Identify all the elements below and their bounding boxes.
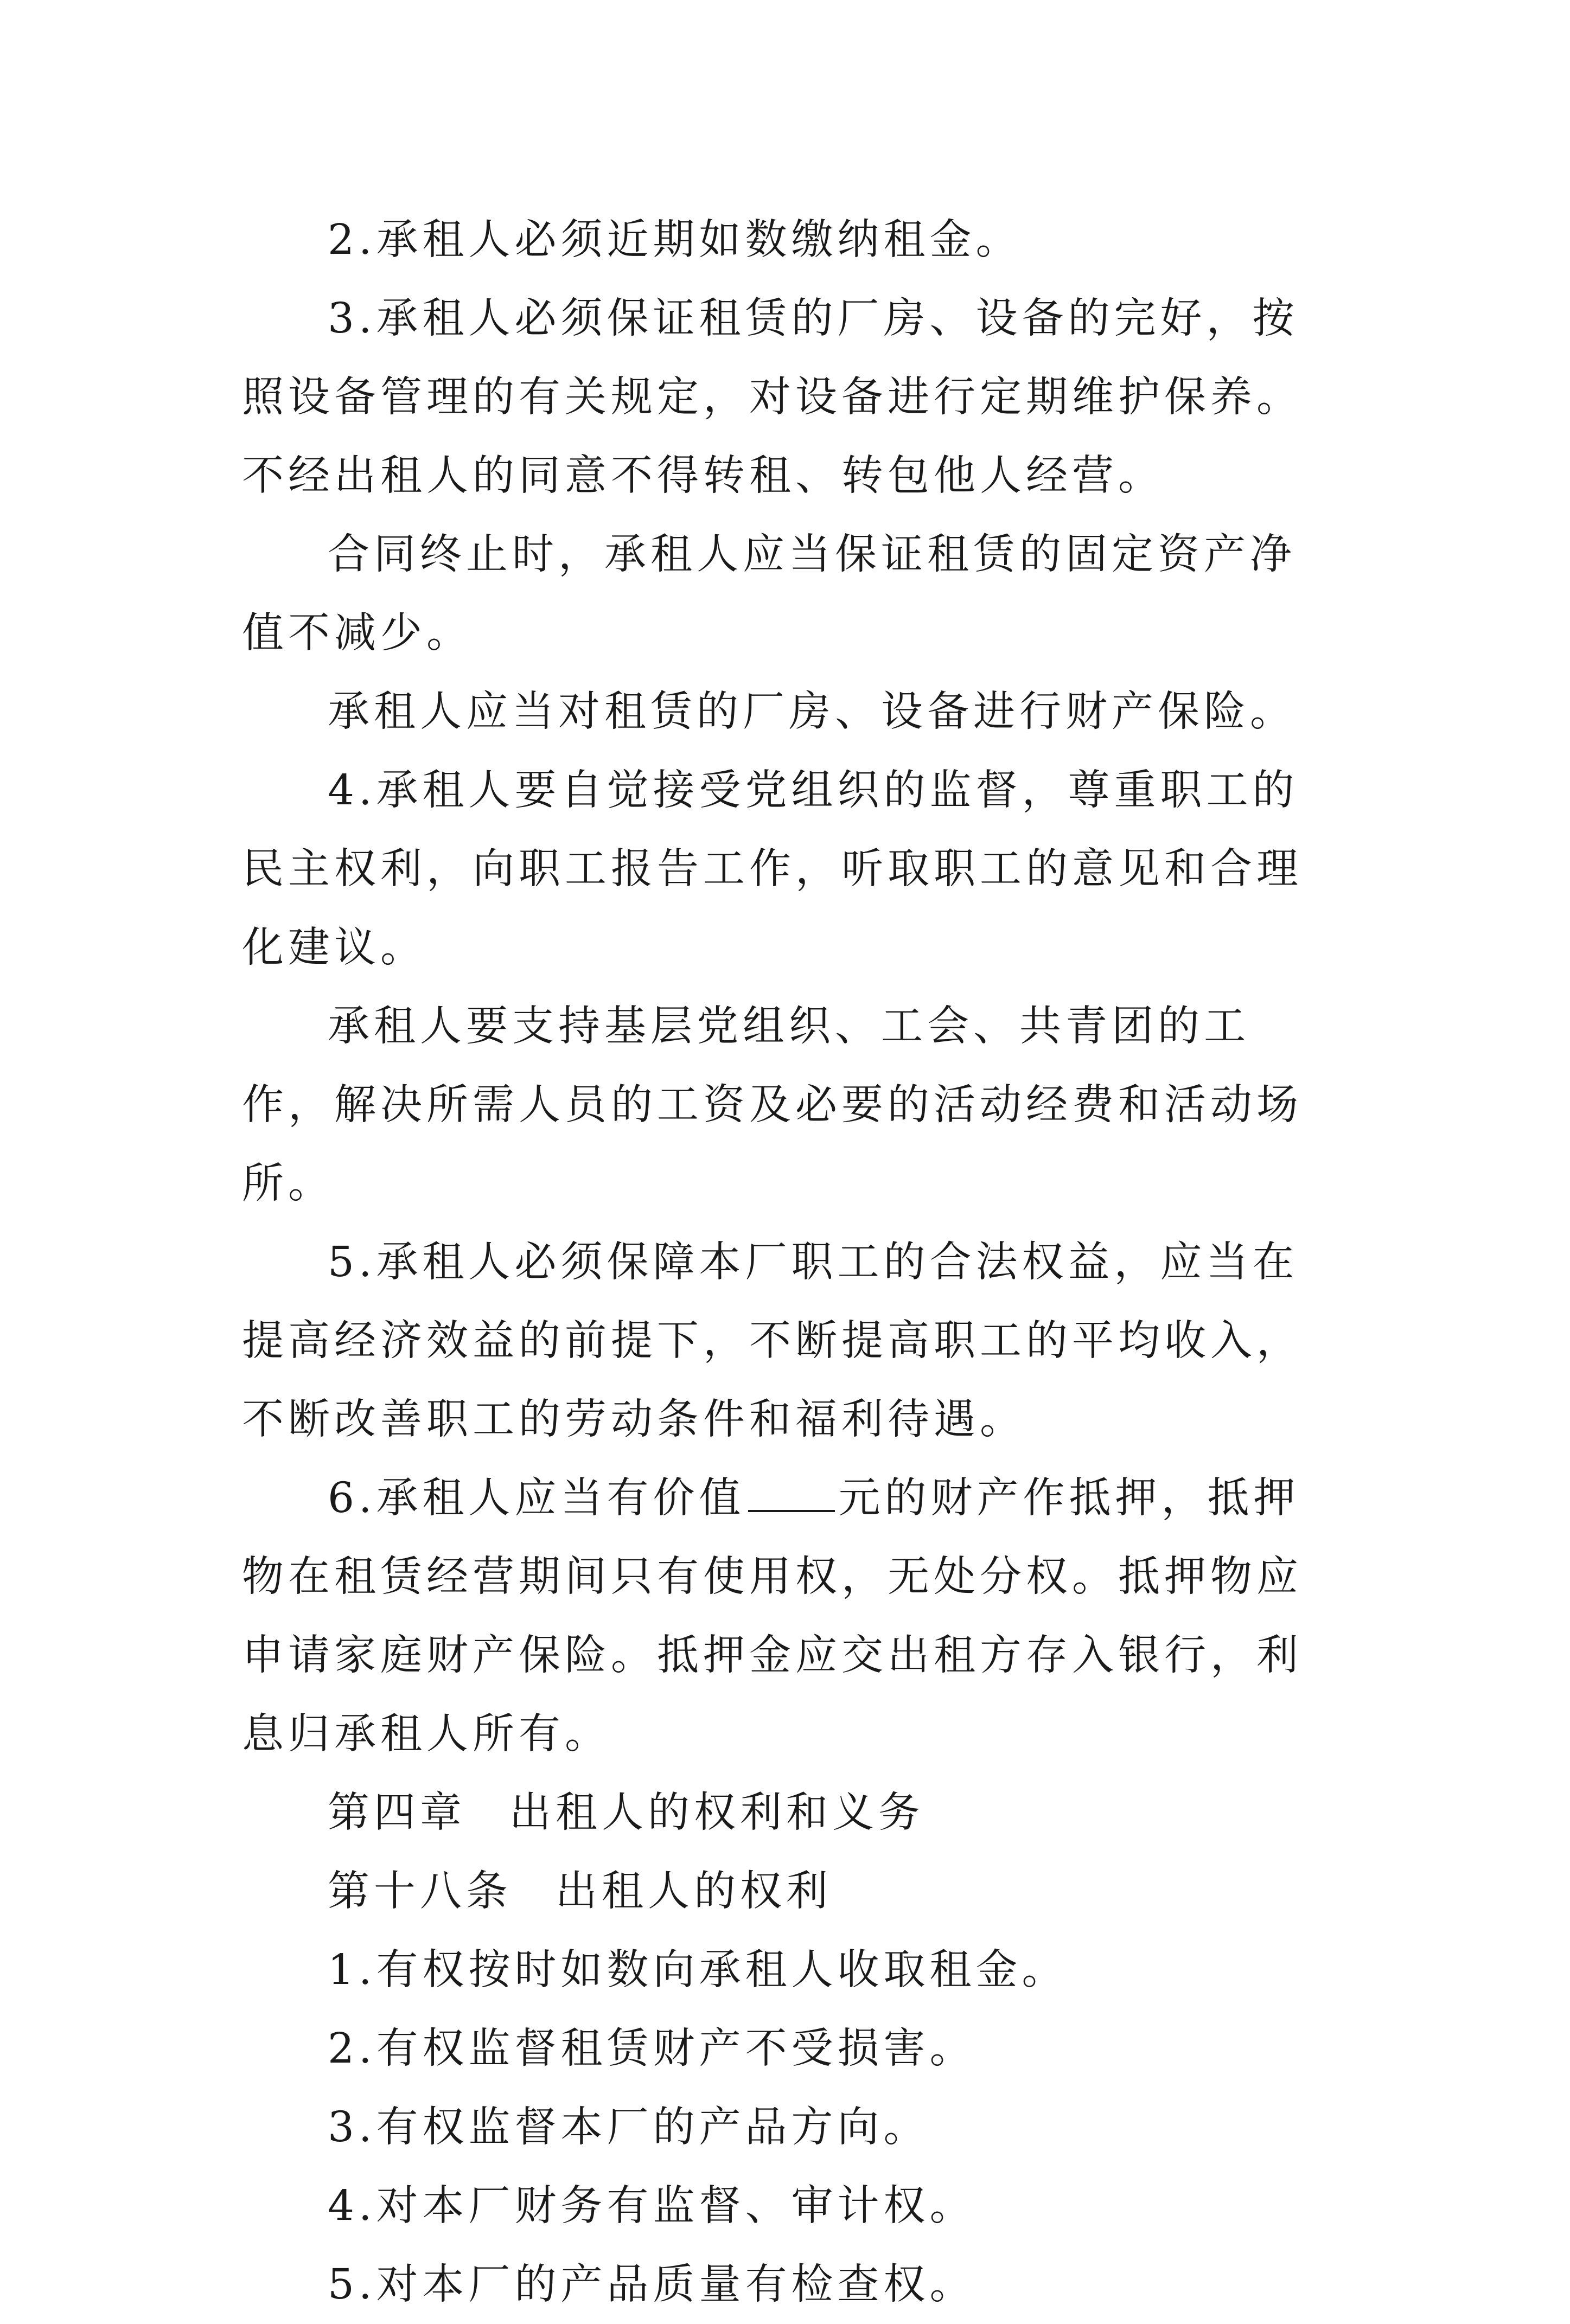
article-title: 出租人的权利 [556,1867,832,1916]
article-number: 第十八条 [328,1867,512,1916]
paragraph: 承租人要支持基层党组织、工会、共青团的工作，解决所需人员的工资及必要的活动经费和活动场所。 [242,1002,1303,1208]
list-item: 5.对本厂的产品质量有检查权。 [328,2261,976,2309]
document-body [242,201,1338,2324]
chapter-number: 第四章 [328,1789,466,1837]
list-item: 3.有权监督本厂的产品方向。 [328,2103,930,2152]
paragraph-item-6 [242,1459,1338,1774]
item6-text-after: 元的财产作抵押，抵押物在租赁经营期间只有使用权，无处分权。抵押物应申请家庭财产保险。抵押金应交出租方存入银行，利息归承租人所有。 [242,1474,1303,1758]
paragraph: 4.承租人要自觉接受党组织的监督，尊重职工的民主权利，向职工报告工作，听取职工的意见和合理化建议。 [242,766,1303,972]
article-heading [242,1852,1338,1931]
paragraph: 承租人应当对租赁的厂房、设备进行财产保险。 [328,688,1296,736]
fill-in-blank [748,1477,835,1512]
chapter-heading [242,1774,1338,1852]
list-item: 2.有权监督租赁财产不受损害。 [328,2025,976,2073]
chapter-title: 出租人的权利和义务 [509,1789,924,1837]
paragraph: 2.承租人必须近期如数缴纳租金。 [328,216,1022,264]
list-item: 4.对本厂财务有监督、审计权。 [328,2182,976,2230]
paragraph: 3.承租人必须保证租赁的厂房、设备的完好，按照设备管理的有关规定，对设备进行定期维护保养。不经出租人的同意不得转租、转包他人经营。 [242,294,1303,500]
paragraph: 5.承租人必须保障本厂职工的合法权益，应当在提高经济效益的前提下，不断提高职工的平均收入，不断改善职工的劳动条件和福利待遇。 [242,1238,1303,1444]
item6-text-before: 6.承租人应当有价值 [328,1474,745,1522]
list-item: 1.有权按时如数向承租人收取租金。 [328,1946,1068,1994]
paragraph: 合同终止时，承租人应当保证租赁的固定资产净值不减少。 [242,530,1296,657]
